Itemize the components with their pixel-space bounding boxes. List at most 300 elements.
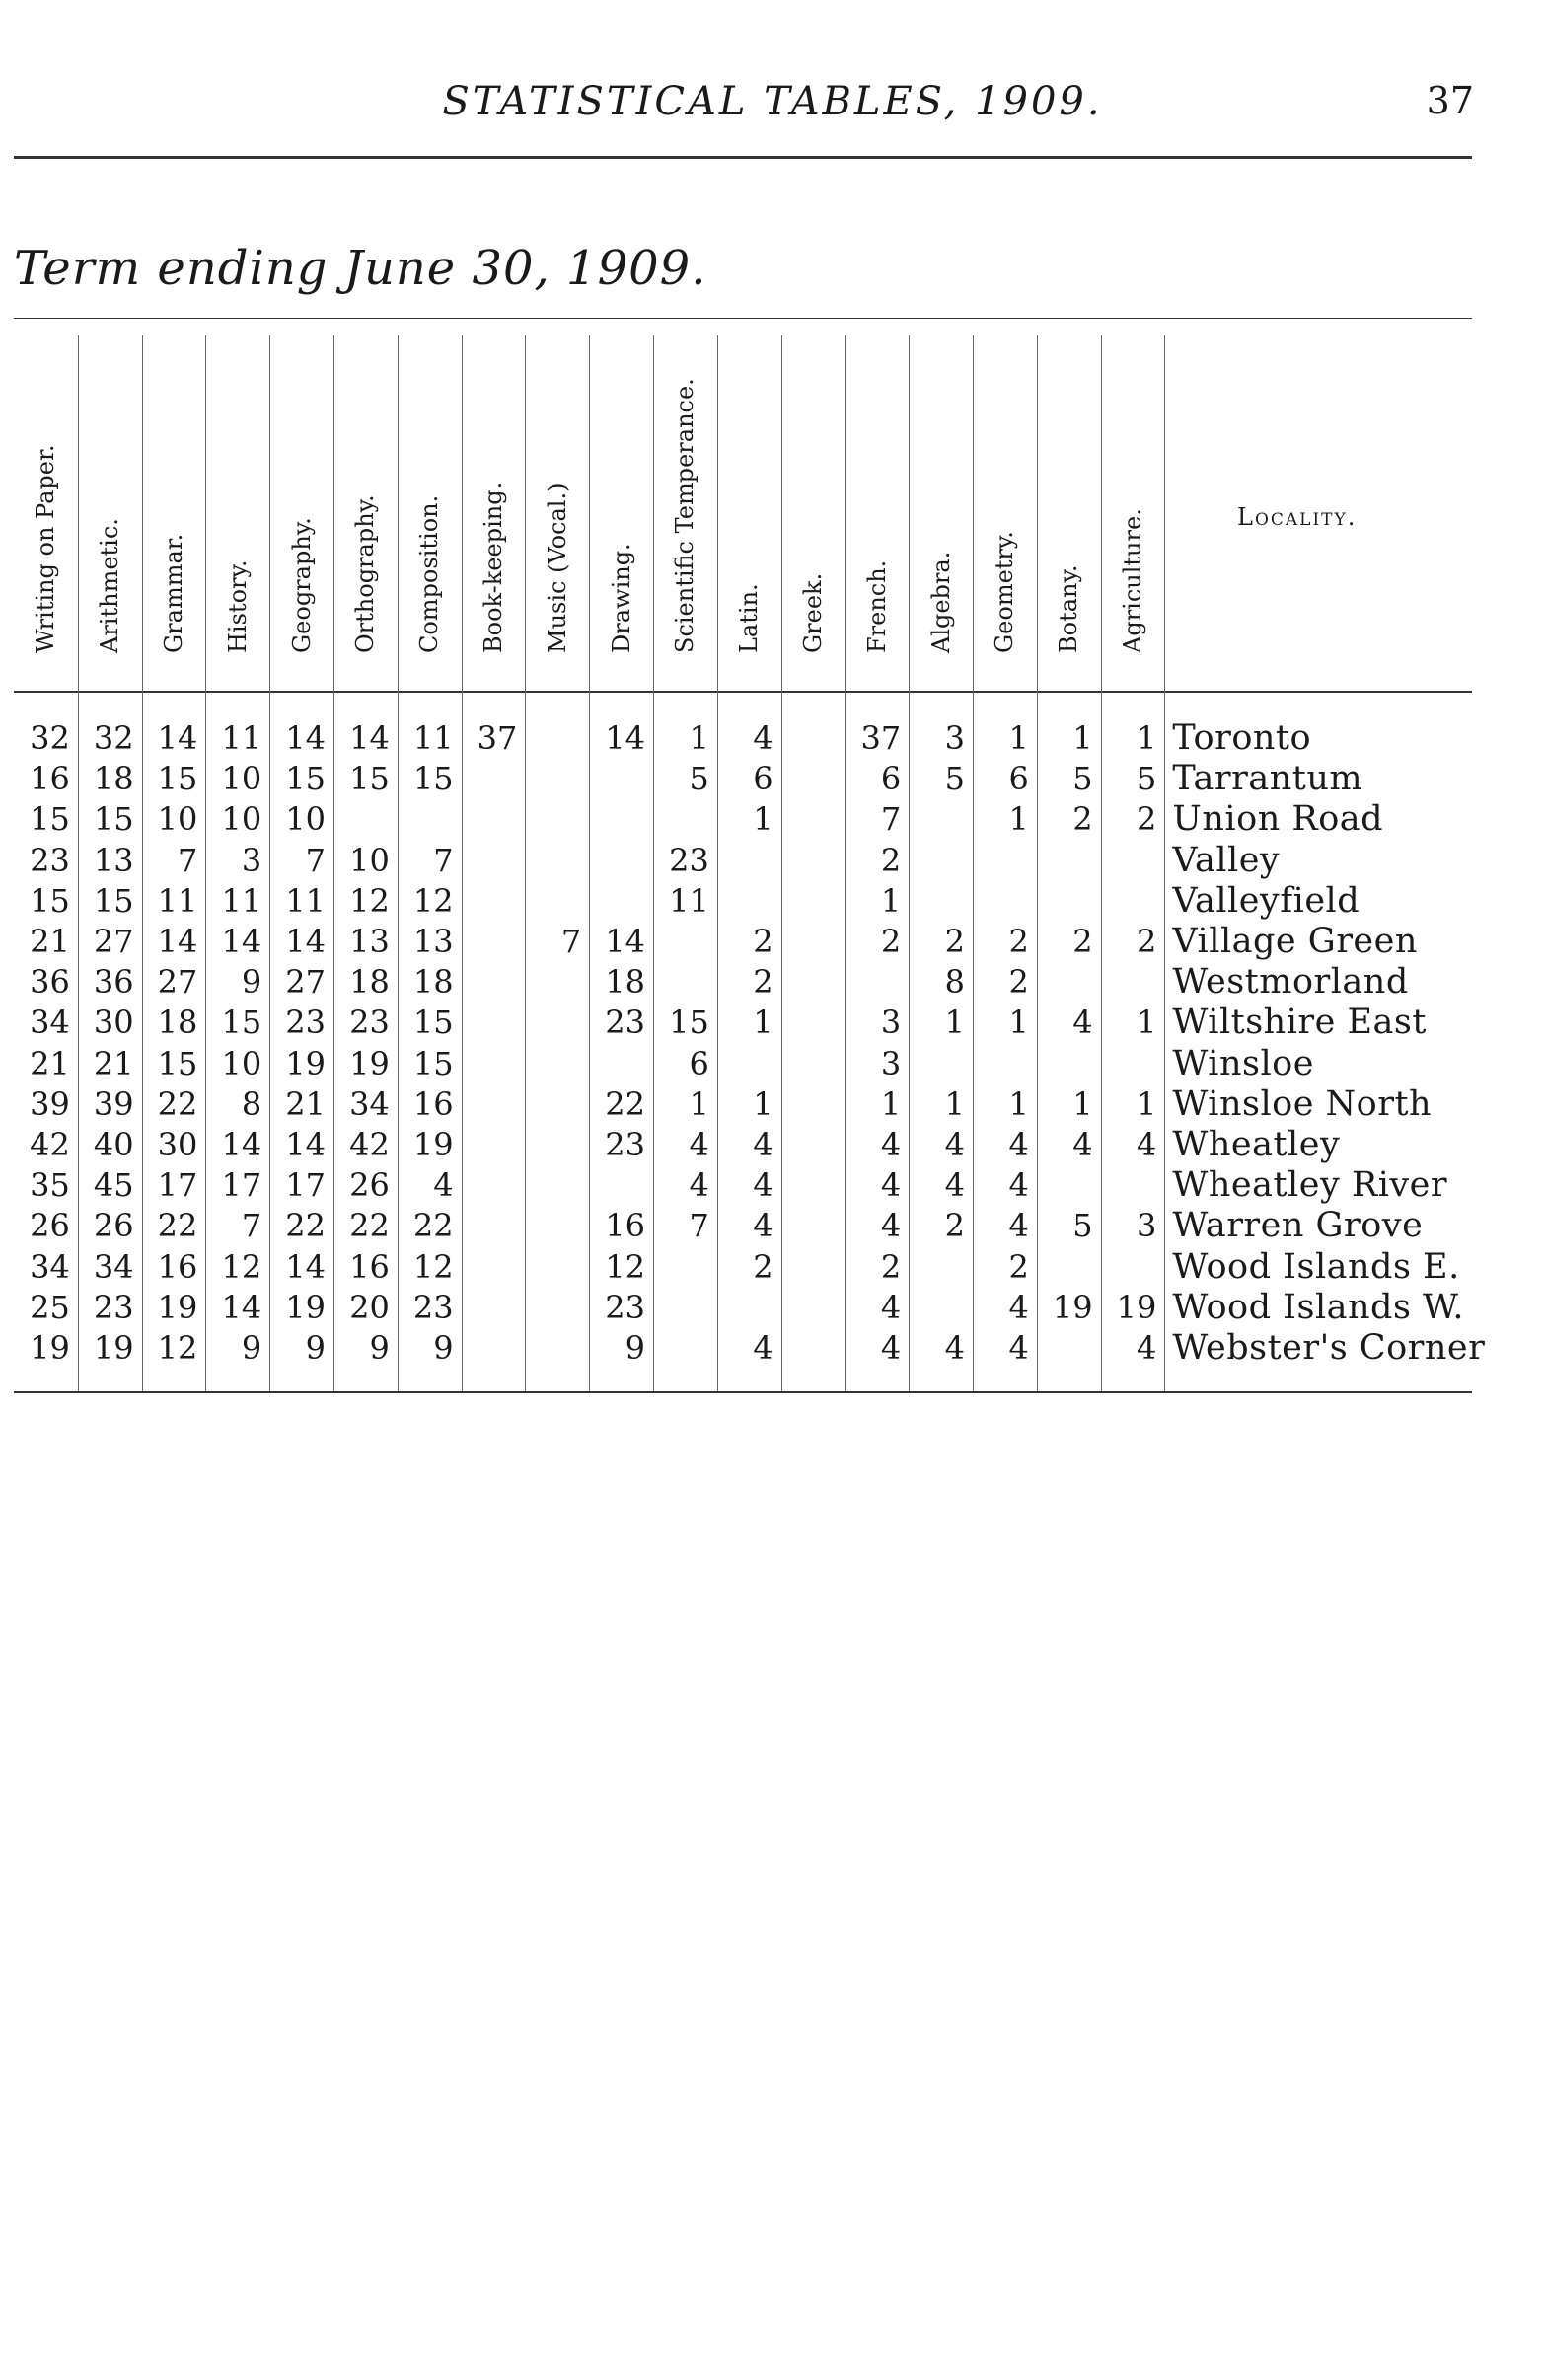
table-cell: 18 <box>605 963 645 1002</box>
table-cell: 45 <box>93 1166 134 1205</box>
table-cell: 4 <box>880 1126 902 1163</box>
table-cell: 4 <box>880 1207 902 1245</box>
table-cell <box>783 922 838 962</box>
table-row <box>14 1206 1484 1246</box>
table-cell <box>655 1247 709 1288</box>
table-cell <box>783 1206 838 1246</box>
column-header <box>142 335 206 691</box>
column-header <box>14 335 78 691</box>
locality-name: Wiltshire East <box>1172 1003 1427 1043</box>
table-cell: 15 <box>30 881 70 920</box>
table-cell: 23 <box>349 1004 390 1042</box>
table-cell <box>911 841 965 881</box>
table-cell: 4 <box>1008 1329 1029 1367</box>
table-cell: 1 <box>1137 1084 1157 1123</box>
table-cell <box>1103 881 1157 922</box>
locality-name: Wheatley <box>1172 1125 1341 1164</box>
table-cell <box>975 881 1029 922</box>
table-cell <box>1039 1247 1093 1288</box>
table-cell: 2 <box>753 1247 773 1286</box>
table-cell: 22 <box>349 1207 390 1245</box>
table-cell: 12 <box>157 1329 198 1367</box>
table-cell: 17 <box>285 1166 326 1205</box>
table-cell: 21 <box>30 1044 70 1082</box>
table-cell: 34 <box>93 1247 134 1286</box>
table-cell: 1 <box>753 800 773 839</box>
table-cell: 5 <box>689 760 709 798</box>
table-cell <box>591 841 645 881</box>
column-header-label: Botany. <box>1055 564 1083 653</box>
table-cell: 15 <box>285 760 326 798</box>
table-cell <box>1103 1044 1157 1084</box>
table-cell: 12 <box>221 1247 262 1286</box>
table-cell: 14 <box>605 719 645 757</box>
table-cell: 5 <box>1072 760 1093 798</box>
table-cell <box>655 1288 709 1328</box>
table-cell <box>783 841 838 881</box>
table-cell <box>783 1125 838 1165</box>
table-cell: 1 <box>689 1084 709 1123</box>
table-cell <box>527 1328 581 1369</box>
table-cell: 26 <box>349 1166 390 1205</box>
table-cell <box>719 841 773 881</box>
table-cell <box>1039 1328 1093 1369</box>
table-cell <box>527 1125 581 1165</box>
table-cell: 2 <box>1137 800 1157 839</box>
table-cell: 14 <box>285 719 326 757</box>
table-cell: 2 <box>1008 1247 1029 1286</box>
table-cell <box>464 1125 518 1165</box>
column-header <box>78 335 142 691</box>
table-cell: 7 <box>433 841 454 879</box>
table-cell <box>464 1288 518 1328</box>
table-cell: 4 <box>753 1166 773 1205</box>
page-header <box>0 75 1545 134</box>
table-cell: 14 <box>605 923 645 960</box>
table-cell <box>464 1003 518 1043</box>
locality-name: Valley <box>1172 840 1281 880</box>
table-cell: 2 <box>880 841 902 879</box>
table-cell: 9 <box>241 963 262 1002</box>
table-cell <box>783 1165 838 1206</box>
table-cell: 22 <box>412 1207 454 1245</box>
column-header-label: Orthography. <box>351 494 380 653</box>
table-cell: 21 <box>93 1044 134 1082</box>
table-cell: 37 <box>860 719 902 757</box>
table-cell: 1 <box>753 1004 773 1042</box>
table-row <box>14 1328 1484 1369</box>
table-cell <box>719 881 773 922</box>
table-cell: 30 <box>157 1126 198 1163</box>
table-cell: 21 <box>285 1084 326 1123</box>
table-cell <box>783 1044 838 1084</box>
table-row <box>14 1165 1484 1206</box>
table-cell: 22 <box>157 1207 198 1245</box>
column-header-label: Algebra. <box>926 551 955 653</box>
table-bottom-rule <box>14 1391 1472 1393</box>
table-cell: 23 <box>285 1004 326 1042</box>
table-cell: 9 <box>241 1329 262 1367</box>
table-cell: 11 <box>669 881 709 920</box>
table-cell: 15 <box>221 1004 262 1042</box>
table-cell: 19 <box>285 1288 326 1326</box>
table-cell: 10 <box>221 800 262 839</box>
table-cell: 4 <box>1008 1166 1029 1205</box>
column-header <box>333 335 398 691</box>
table-cell: 17 <box>221 1166 262 1205</box>
table-cell <box>527 881 581 922</box>
table-cell: 15 <box>412 760 454 798</box>
table-cell: 14 <box>285 1247 326 1286</box>
table-cell: 1 <box>880 1084 902 1123</box>
table-cell: 4 <box>944 1126 965 1163</box>
table-cell: 37 <box>477 719 518 757</box>
table-cell: 18 <box>93 760 134 798</box>
table-cell <box>464 1084 518 1125</box>
table-cell: 11 <box>412 719 454 757</box>
table-cell: 20 <box>349 1288 390 1326</box>
table-cell: 8 <box>241 1084 262 1123</box>
column-header-label: Latin. <box>735 583 764 653</box>
table-cell: 19 <box>285 1044 326 1082</box>
table-cell: 15 <box>30 800 70 839</box>
table-cell: 4 <box>753 1207 773 1245</box>
table-cell: 15 <box>412 1044 454 1082</box>
table-cell: 4 <box>880 1329 902 1367</box>
table-cell: 4 <box>753 719 773 757</box>
table-cell <box>464 1328 518 1369</box>
table-cell: 14 <box>221 923 262 960</box>
table-cell <box>527 759 581 799</box>
table-cell: 7 <box>880 800 902 839</box>
table-cell: 22 <box>605 1084 645 1123</box>
table-cell: 2 <box>944 923 965 960</box>
table-cell <box>591 881 645 922</box>
table-cell: 16 <box>30 760 70 798</box>
table-row <box>14 1125 1484 1165</box>
table-cell: 1 <box>689 719 709 757</box>
locality-name: Wood Islands W. <box>1172 1287 1465 1327</box>
column-header-label: History. <box>223 559 252 653</box>
table-cell: 16 <box>412 1084 454 1123</box>
header-rule <box>14 156 1472 159</box>
table-cell <box>1103 841 1157 881</box>
table-cell: 23 <box>93 1288 134 1326</box>
column-header <box>653 335 717 691</box>
column-header <box>589 335 653 691</box>
table-cell: 15 <box>349 760 390 798</box>
table-cell <box>591 1165 645 1206</box>
table-cell: 15 <box>412 1004 454 1042</box>
table-cell: 4 <box>1008 1288 1029 1326</box>
column-header <box>525 335 589 691</box>
table-cell <box>911 1288 965 1328</box>
locality-name: Winsloe North <box>1172 1083 1433 1124</box>
table-cell <box>464 759 518 799</box>
table-row <box>14 962 1484 1003</box>
table-cell: 36 <box>93 963 134 1002</box>
column-header <box>973 335 1037 691</box>
column-header <box>845 335 909 691</box>
table-cell: 39 <box>93 1084 134 1123</box>
table-cell <box>527 799 581 840</box>
table-cell: 27 <box>285 963 326 1002</box>
table-cell: 21 <box>30 923 70 960</box>
table-cell: 11 <box>221 881 262 920</box>
table-cell: 2 <box>1072 800 1093 839</box>
table-cell: 10 <box>349 841 390 879</box>
locality-name: Village Green <box>1172 922 1418 961</box>
column-header <box>1037 335 1101 691</box>
column-header <box>781 335 846 691</box>
table-cell: 2 <box>753 963 773 1002</box>
table-cell: 1 <box>1137 1004 1157 1042</box>
locality-header: Locality. <box>1237 503 1358 531</box>
table-cell: 1 <box>1008 800 1029 839</box>
table-cell: 19 <box>349 1044 390 1082</box>
table-cell <box>1039 1165 1093 1206</box>
table-cell: 19 <box>93 1329 134 1367</box>
column-header <box>269 335 333 691</box>
column-header-label: Arithmetic. <box>96 518 124 653</box>
column-header-label: Geometry. <box>991 531 1019 653</box>
subtitle-rule <box>14 318 1472 319</box>
table-cell: 30 <box>93 1004 134 1042</box>
table-cell: 13 <box>93 841 134 879</box>
table-cell <box>464 922 518 962</box>
table-cell <box>1039 881 1093 922</box>
table-cell: 4 <box>689 1126 709 1163</box>
locality-name: Toronto <box>1172 718 1312 758</box>
column-header-label: Greek. <box>798 572 827 653</box>
table-cell: 19 <box>157 1288 198 1326</box>
running-title: STATISTICAL TABLES, 1909. <box>442 79 1103 124</box>
table-cell: 23 <box>605 1288 645 1326</box>
column-header <box>1101 335 1165 691</box>
table-cell: 26 <box>30 1207 70 1245</box>
statistics-table <box>14 335 1484 1401</box>
table-cell: 7 <box>305 841 326 879</box>
table-cell: 11 <box>285 881 326 920</box>
table-cell: 34 <box>349 1084 390 1123</box>
column-header-label: Agriculture. <box>1118 508 1146 653</box>
table-cell: 14 <box>157 719 198 757</box>
table-cell: 11 <box>221 719 262 757</box>
table-cell: 2 <box>880 1247 902 1286</box>
table-cell <box>464 1044 518 1084</box>
table-cell: 1 <box>1137 719 1157 757</box>
table-cell: 3 <box>944 719 965 757</box>
table-cell: 4 <box>1008 1207 1029 1245</box>
table-cell: 2 <box>1008 923 1029 960</box>
table-cell: 2 <box>1008 963 1029 1002</box>
table-cell: 1 <box>1008 1084 1029 1123</box>
column-header-label: Grammar. <box>159 533 187 653</box>
table-cell <box>335 799 390 840</box>
table-cell <box>719 1288 773 1328</box>
table-cell: 15 <box>93 881 134 920</box>
table-cell <box>527 1288 581 1328</box>
table-cell <box>783 1328 838 1369</box>
table-cell <box>1039 1044 1093 1084</box>
table-cell <box>783 1288 838 1328</box>
table-cell: 7 <box>689 1207 709 1245</box>
locality-name: Wheatley River <box>1172 1165 1448 1206</box>
column-header <box>909 335 973 691</box>
table-cell <box>655 962 709 1003</box>
table-cell <box>464 1165 518 1206</box>
table-cell: 9 <box>433 1329 454 1367</box>
table-cell <box>911 881 965 922</box>
table-cell <box>464 1206 518 1246</box>
column-header-label: Geography. <box>287 517 316 653</box>
table-cell <box>527 1084 581 1125</box>
table-cell: 19 <box>30 1329 70 1367</box>
table-cell: 35 <box>30 1166 70 1205</box>
table-cell: 2 <box>944 1207 965 1245</box>
table-cell: 18 <box>157 1004 198 1042</box>
table-cell: 4 <box>1137 1329 1157 1367</box>
table-cell <box>783 799 838 840</box>
table-cell: 12 <box>412 1247 454 1286</box>
table-cell <box>911 1247 965 1288</box>
table-row <box>14 881 1484 922</box>
table-row <box>14 759 1484 799</box>
table-cell: 42 <box>349 1126 390 1163</box>
table-cell <box>527 1044 581 1084</box>
table-cell: 4 <box>1072 1126 1093 1163</box>
table-cell: 14 <box>349 719 390 757</box>
column-header <box>398 335 462 691</box>
table-cell: 40 <box>93 1126 134 1163</box>
table-cell: 10 <box>221 760 262 798</box>
table-cell: 15 <box>669 1004 709 1042</box>
table-cell: 4 <box>880 1288 902 1326</box>
column-header-label: Scientific Temperance. <box>671 378 699 653</box>
table-cell <box>975 1044 1029 1084</box>
table-cell: 34 <box>30 1004 70 1042</box>
table-cell: 6 <box>689 1044 709 1082</box>
table-cell <box>464 841 518 881</box>
table-cell: 9 <box>369 1329 390 1367</box>
table-row <box>14 1044 1484 1084</box>
table-cell: 4 <box>944 1166 965 1205</box>
table-cell: 7 <box>241 1207 262 1245</box>
column-header <box>205 335 269 691</box>
table-cell: 36 <box>30 963 70 1002</box>
table-cell: 4 <box>689 1166 709 1205</box>
table-row <box>14 718 1484 759</box>
table-cell: 9 <box>305 1329 326 1367</box>
table-cell: 12 <box>412 881 454 920</box>
locality-name: Tarrantum <box>1172 759 1363 799</box>
column-header-label: French. <box>862 559 891 653</box>
table-cell: 2 <box>1072 923 1093 960</box>
locality-name: Winsloe <box>1172 1043 1314 1083</box>
column-header-label: Composition. <box>415 494 444 653</box>
table-cell <box>783 1247 838 1288</box>
table-cell: 7 <box>560 923 582 960</box>
table-cell <box>527 1206 581 1246</box>
table-cell: 5 <box>944 760 965 798</box>
table-cell: 7 <box>178 841 198 879</box>
table-cell <box>591 1044 645 1084</box>
table-cell <box>527 1165 581 1206</box>
column-header <box>462 335 526 691</box>
table-row <box>14 1288 1484 1328</box>
table-cell <box>1039 962 1093 1003</box>
locality-name: Wood Islands E. <box>1172 1246 1460 1287</box>
table-cell: 2 <box>753 923 773 960</box>
table-cell <box>464 799 518 840</box>
table-cell: 4 <box>1137 1126 1157 1163</box>
table-cell: 18 <box>412 963 454 1002</box>
table-cell: 1 <box>753 1084 773 1123</box>
table-cell: 32 <box>30 719 70 757</box>
table-cell <box>655 1328 709 1369</box>
table-cell <box>527 962 581 1003</box>
table-cell <box>591 799 645 840</box>
header-bottom-rule <box>14 691 1472 693</box>
table-cell <box>846 962 901 1003</box>
table-cell: 14 <box>285 923 326 960</box>
table-cell <box>464 881 518 922</box>
table-cell: 10 <box>157 800 198 839</box>
table-row <box>14 799 1484 840</box>
table-cell: 23 <box>30 841 70 879</box>
table-cell: 6 <box>1008 760 1029 798</box>
subtitle: Term ending June 30, 1909. <box>14 241 707 296</box>
locality-name: Union Road <box>1172 799 1384 840</box>
table-cell: 1 <box>944 1004 965 1042</box>
table-cell <box>464 1247 518 1288</box>
table-cell: 3 <box>241 841 262 879</box>
table-cell: 22 <box>157 1084 198 1123</box>
column-header-label: Music (Vocal.) <box>543 483 571 653</box>
table-cell: 6 <box>880 760 902 798</box>
table-cell <box>464 962 518 1003</box>
table-cell: 26 <box>93 1207 134 1245</box>
table-cell: 1 <box>1008 1004 1029 1042</box>
table-cell <box>1103 1247 1157 1288</box>
table-row <box>14 1003 1484 1043</box>
table-cell: 11 <box>157 881 198 920</box>
table-cell: 19 <box>412 1126 454 1163</box>
table-cell: 16 <box>157 1247 198 1286</box>
table-cell: 25 <box>30 1288 70 1326</box>
table-cell: 34 <box>30 1247 70 1286</box>
table-cell: 19 <box>1052 1288 1093 1326</box>
locality-name: Valleyfield <box>1172 880 1361 921</box>
table-cell <box>783 718 838 759</box>
table-cell <box>783 1003 838 1043</box>
table-cell: 14 <box>221 1126 262 1163</box>
table-cell <box>655 922 709 962</box>
table-cell <box>527 841 581 881</box>
table-cell: 12 <box>349 881 390 920</box>
table-cell: 14 <box>157 923 198 960</box>
table-cell <box>719 1044 773 1084</box>
table-cell: 4 <box>1072 1004 1093 1042</box>
table-cell: 32 <box>93 719 134 757</box>
table-cell: 16 <box>349 1247 390 1286</box>
table-cell <box>655 799 709 840</box>
table-cell <box>527 1003 581 1043</box>
table-cell <box>400 799 454 840</box>
table-cell: 6 <box>753 760 773 798</box>
page-number: 37 <box>1426 79 1474 122</box>
table-cell <box>1103 962 1157 1003</box>
